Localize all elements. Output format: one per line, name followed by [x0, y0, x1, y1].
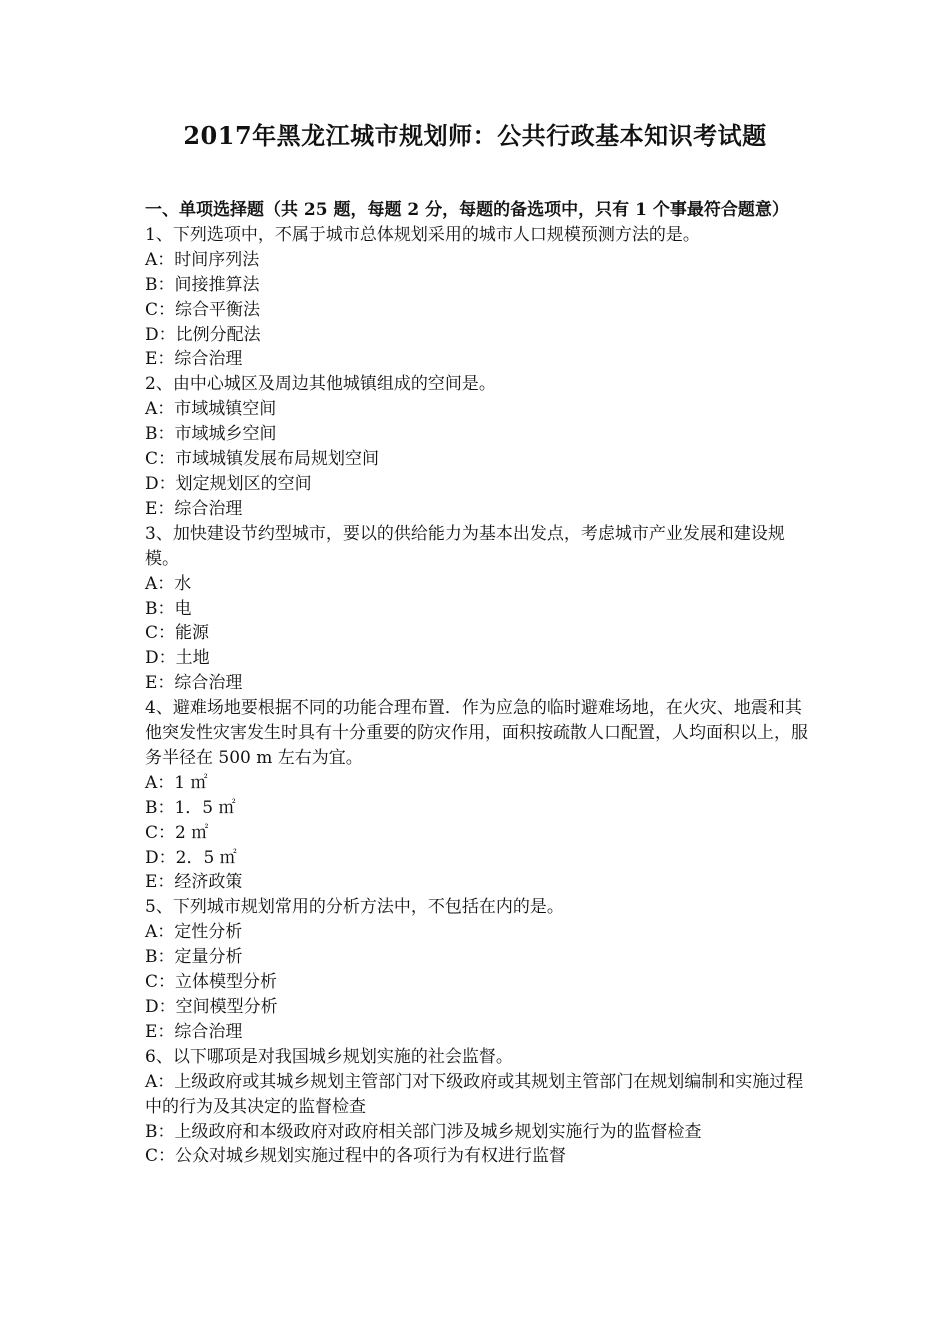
- option-d: D：划定规划区的空间: [145, 473, 312, 494]
- option-b: B：电: [145, 598, 192, 619]
- option-a: A：定性分析: [145, 922, 243, 943]
- option-d: D：2．5 ㎡: [145, 847, 237, 868]
- question-stem: 2、由中心城区及周边其他城镇组成的空间是。: [145, 374, 496, 395]
- option-a: A：1 ㎡: [145, 772, 208, 793]
- question-stem: 1、下列选项中，不属于城市总体规划采用的城市人口规模预测方法的是。: [145, 224, 700, 245]
- option-e: E：综合治理: [145, 498, 243, 519]
- document-title: 2017年黑龙江城市规划师：公共行政基本知识考试题: [183, 121, 767, 150]
- question-stem: 4、避难场地要根据不同的功能合理布置．作为应急的临时避难场地，在火灾、地震和其他突发性灾害发生时具有十分重要的防灾作用，面积按疏散人口配置，人均面积以上，服务半径在 500 m 左右为宜。: [145, 698, 808, 768]
- option-b: B：间接推算法: [145, 274, 260, 295]
- option-c: C：综合平衡法: [145, 299, 261, 320]
- option-d: D：比例分配法: [145, 324, 261, 345]
- option-e: E：综合治理: [145, 349, 243, 370]
- question-3: [145, 522, 815, 696]
- option-b: B：市域城乡空间: [145, 424, 277, 445]
- option-b: B：定量分析: [145, 947, 243, 968]
- section-heading: 一、单项选择题（共 25 题，每题 2 分，每题的备选项中，只有 1 个事最符合题意）: [145, 200, 789, 220]
- option-a: A：上级政府或其城乡规划主管部门对下级政府或其规划主管部门在规划编制和实施过程中的行为及其决定的监督检查: [145, 1071, 804, 1117]
- option-c: C：能源: [145, 623, 210, 644]
- option-b: B：1．5 ㎡: [145, 797, 236, 818]
- option-c: C：市域城镇发展布局规划空间: [145, 449, 380, 470]
- question-1: [145, 223, 815, 372]
- option-c: C：立体模型分析: [145, 972, 278, 993]
- option-e: E：综合治理: [145, 673, 243, 694]
- option-e: E：经济政策: [145, 872, 243, 893]
- option-a: A：时间序列法: [145, 249, 260, 270]
- document-body: [145, 198, 815, 1169]
- question-5: [145, 895, 815, 1044]
- question-stem: 5、下列城市规划常用的分析方法中，不包括在内的是。: [145, 897, 564, 918]
- option-d: D：空间模型分析: [145, 997, 278, 1017]
- question-2: [145, 372, 815, 521]
- option-c: C：2 ㎡: [145, 822, 209, 843]
- option-c: C：公众对城乡规划实施过程中的各项行为有权进行监督: [145, 1146, 567, 1167]
- question-4: [145, 696, 815, 895]
- option-e: E：综合治理: [145, 1021, 243, 1042]
- option-b: B：上级政府和本级政府对政府相关部门涉及城乡规划实施行为的监督检查: [145, 1121, 702, 1142]
- option-d: D：土地: [145, 648, 210, 669]
- question-6: [145, 1045, 815, 1170]
- question-stem: 6、以下哪项是对我国城乡规划实施的社会监督。: [145, 1046, 513, 1067]
- option-a: A：水: [145, 573, 192, 594]
- question-stem: 3、加快建设节约型城市，要以的供给能力为基本出发点，考虑城市产业发展和建设规模。: [145, 523, 785, 569]
- option-a: A：市域城镇空间: [145, 399, 277, 420]
